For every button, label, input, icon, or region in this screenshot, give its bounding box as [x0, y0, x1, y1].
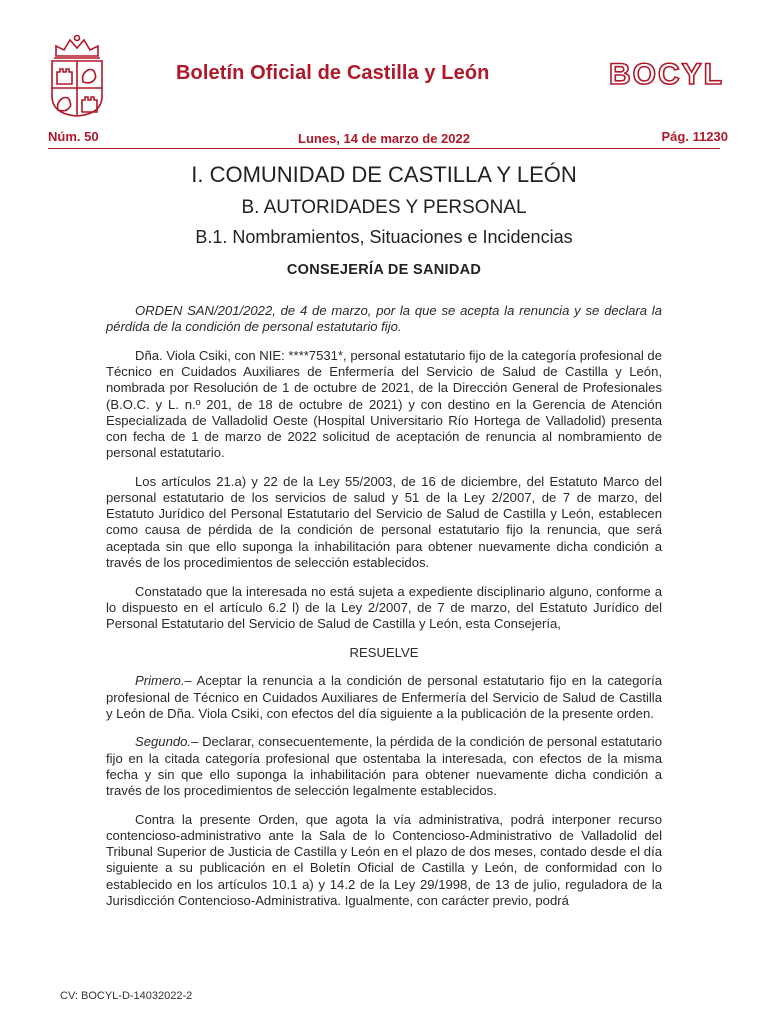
paragraph-background: Dña. Viola Csiki, con NIE: ****7531*, personal estatutario fijo de la categoría profesional de Técnico en Cuidados Auxiliares de Enfermería del Servicio de Salud de Castilla y León, nombrada por Resolución de 1 de octubre de 2021, de la Dirección General de Profesionales (B.O.C. y L. n.º 201, de 18 de octubre de 2021) y con destino en la Gerencia de Atención Especializada de Valladolid Oeste (Hospital Universitario Río Hortega de Valladolid) presenta con fecha de 1 de marzo de 2022 solicitud de aceptación de renuncia al nombramiento de personal estatutario.	[106, 347, 662, 461]
bulletin-title: Boletín Oficial de Castilla y León	[176, 62, 490, 84]
issue-meta-row	[48, 129, 728, 147]
bocyl-logo: BOCYL	[609, 58, 724, 91]
header-divider	[48, 148, 720, 149]
page-number: Pág. 11230	[661, 129, 728, 144]
section-level-1: I. COMUNIDAD DE CASTILLA Y LEÓN	[191, 162, 577, 187]
second-text: Declarar, consecuentemente, la pérdida de la condición de personal estatutario fijo en la citada categoría profesional que ostentaba la interesada, con efectos de la misma fecha y sin que ello suponga la inhabilitación para obtener nuevamente dicha condición a través de los procedimientos de selección legalmente establecidos.	[106, 734, 662, 799]
coat-of-arms-icon	[48, 34, 106, 118]
paragraph-second	[106, 734, 662, 799]
document-body	[106, 303, 662, 922]
first-text: Aceptar la renuncia a la condición de personal estatutario fijo en la categoría profesional de Técnico en Cuidados Auxiliares de Enfermería del Servicio de Salud de Castilla y León de Dña. Viola Csiki, con efectos del día siguiente a la publicación de la presente orden.	[106, 673, 662, 721]
first-lead: Primero.–	[135, 673, 192, 689]
page-header	[48, 34, 724, 118]
second-lead: Segundo.–	[135, 734, 199, 750]
paragraph-verification: Constatado que la interesada no está sujeta a expediente disciplinario alguno, conforme a lo dispuesto en el artículo 6.2 l) de la Ley 2/2007, de 7 de marzo, del Estatuto Jurídico del Personal Estatutario del Servicio de Salud de Castilla y León, esta Consejería,	[106, 583, 662, 631]
document-cv-code: CV: BOCYL-D-14032022-2	[60, 990, 193, 1002]
section-level-3: B.1. Nombramientos, Situaciones e Incidencias	[195, 227, 573, 247]
department-heading: CONSEJERÍA DE SANIDAD	[286, 262, 482, 278]
paragraph-first	[106, 673, 662, 722]
paragraph-legal-basis: Los artículos 21.a) y 22 de la Ley 55/2003, de 16 de diciembre, del Estatuto Marco del personal estatutario de los servicios de salud y 51 de la Ley 2/2007, de 7 de marzo, del Estatuto Jurídico del Personal Estatutario del Servicio de Salud de Castilla y León, establecen como causa de pérdida de la condición de personal estatutario fijo la renuncia, que será aceptada sin que ello suponga la inhabilitación para obtener nuevamente dicha condición a través de los procedimientos de selección establecidos.	[106, 473, 662, 570]
paragraph-appeal: Contra la presente Orden, que agota la vía administrativa, podrá interponer recurso contencioso-administrativo ante la Sala de lo Contencioso-Administrativo de Valladolid del Tribunal Superior de Justicia de Castilla y León en el plazo de dos meses, contado desde el día siguiente a su publicación en el Boletín Oficial de Castilla y León, de conformidad con lo establecido en los artículos 10.1 a) y 14.2 de la Ley 29/1998, de 13 de julio, reguladora de la Jurisdicción Contencioso-Administrativa. Igualmente, con carácter previo, podrá	[106, 811, 662, 908]
order-title: ORDEN SAN/201/2022, de 4 de marzo, por la que se acepta la renuncia y se declara la pérdida de la condición de personal estatutario fijo.	[106, 303, 662, 335]
issue-number: Núm. 50	[48, 129, 99, 144]
resolve-heading: RESUELVE	[349, 644, 419, 660]
issue-date: Lunes, 14 de marzo de 2022	[298, 131, 470, 146]
section-level-2: B. AUTORIDADES Y PERSONAL	[241, 197, 527, 218]
